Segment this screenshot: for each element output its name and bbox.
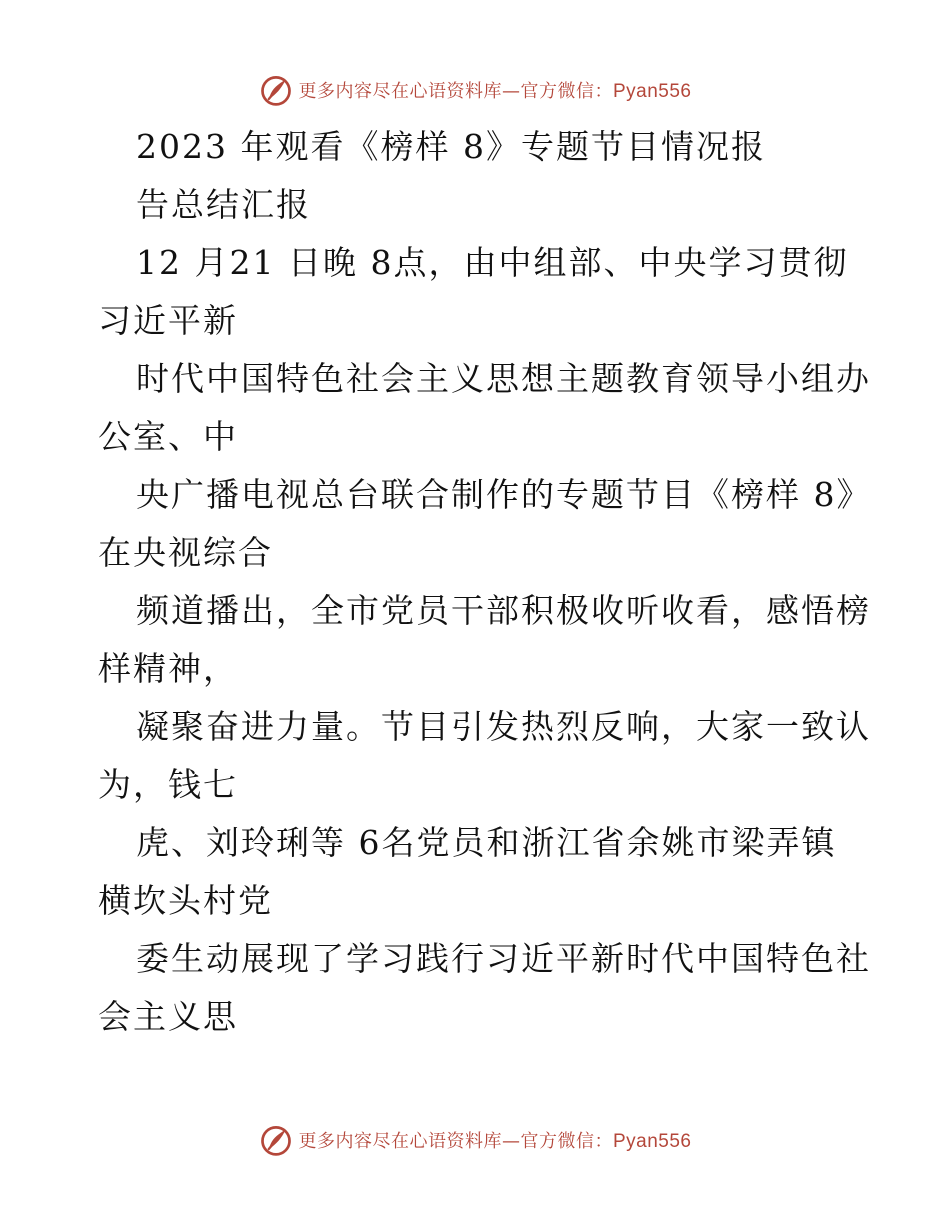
text-line: 样精神，: [98, 649, 238, 688]
header-watermark: [0, 68, 950, 112]
text-line: 委生动展现了学习践行习近平新时代中国特色社: [136, 939, 871, 978]
text-line: 告总结汇报: [136, 185, 311, 224]
text-line: 凝聚奋进力量。节目引发热烈反响，大家一致认: [136, 707, 871, 746]
text-line: 横坎头村党: [98, 881, 273, 920]
text-line: 在央视综合: [98, 533, 273, 572]
text-line: 12 月21 日晚 8点，由中组部、中央学习贯彻: [136, 243, 849, 282]
text-line: 央广播电视总台联合制作的专题节目《榜样 8》: [136, 475, 872, 514]
footer-watermark: [0, 1118, 950, 1162]
text-line: 会主义思: [98, 997, 238, 1036]
text-line: 虎、刘玲琍等 6名党员和浙江省余姚市梁弄镇: [136, 823, 837, 862]
text-line: 2023 年观看《榜样 8》专题节目情况报: [136, 127, 766, 166]
document-body: [98, 118, 872, 1046]
text-line: 习近平新: [98, 301, 238, 340]
text-line: 时代中国特色社会主义思想主题教育领导小组办: [136, 359, 871, 398]
watermark-text: 更多内容尽在心语资料库—官方微信：Pyan556: [298, 1131, 692, 1152]
text-line: 为，钱七: [98, 765, 238, 804]
logo-icon: [258, 1122, 294, 1158]
watermark-text: 更多内容尽在心语资料库—官方微信：Pyan556: [298, 81, 692, 102]
text-line: 频道播出，全市党员干部积极收听收看，感悟榜: [136, 591, 871, 630]
text-line: 公室、中: [98, 417, 238, 456]
logo-icon: [258, 72, 294, 108]
